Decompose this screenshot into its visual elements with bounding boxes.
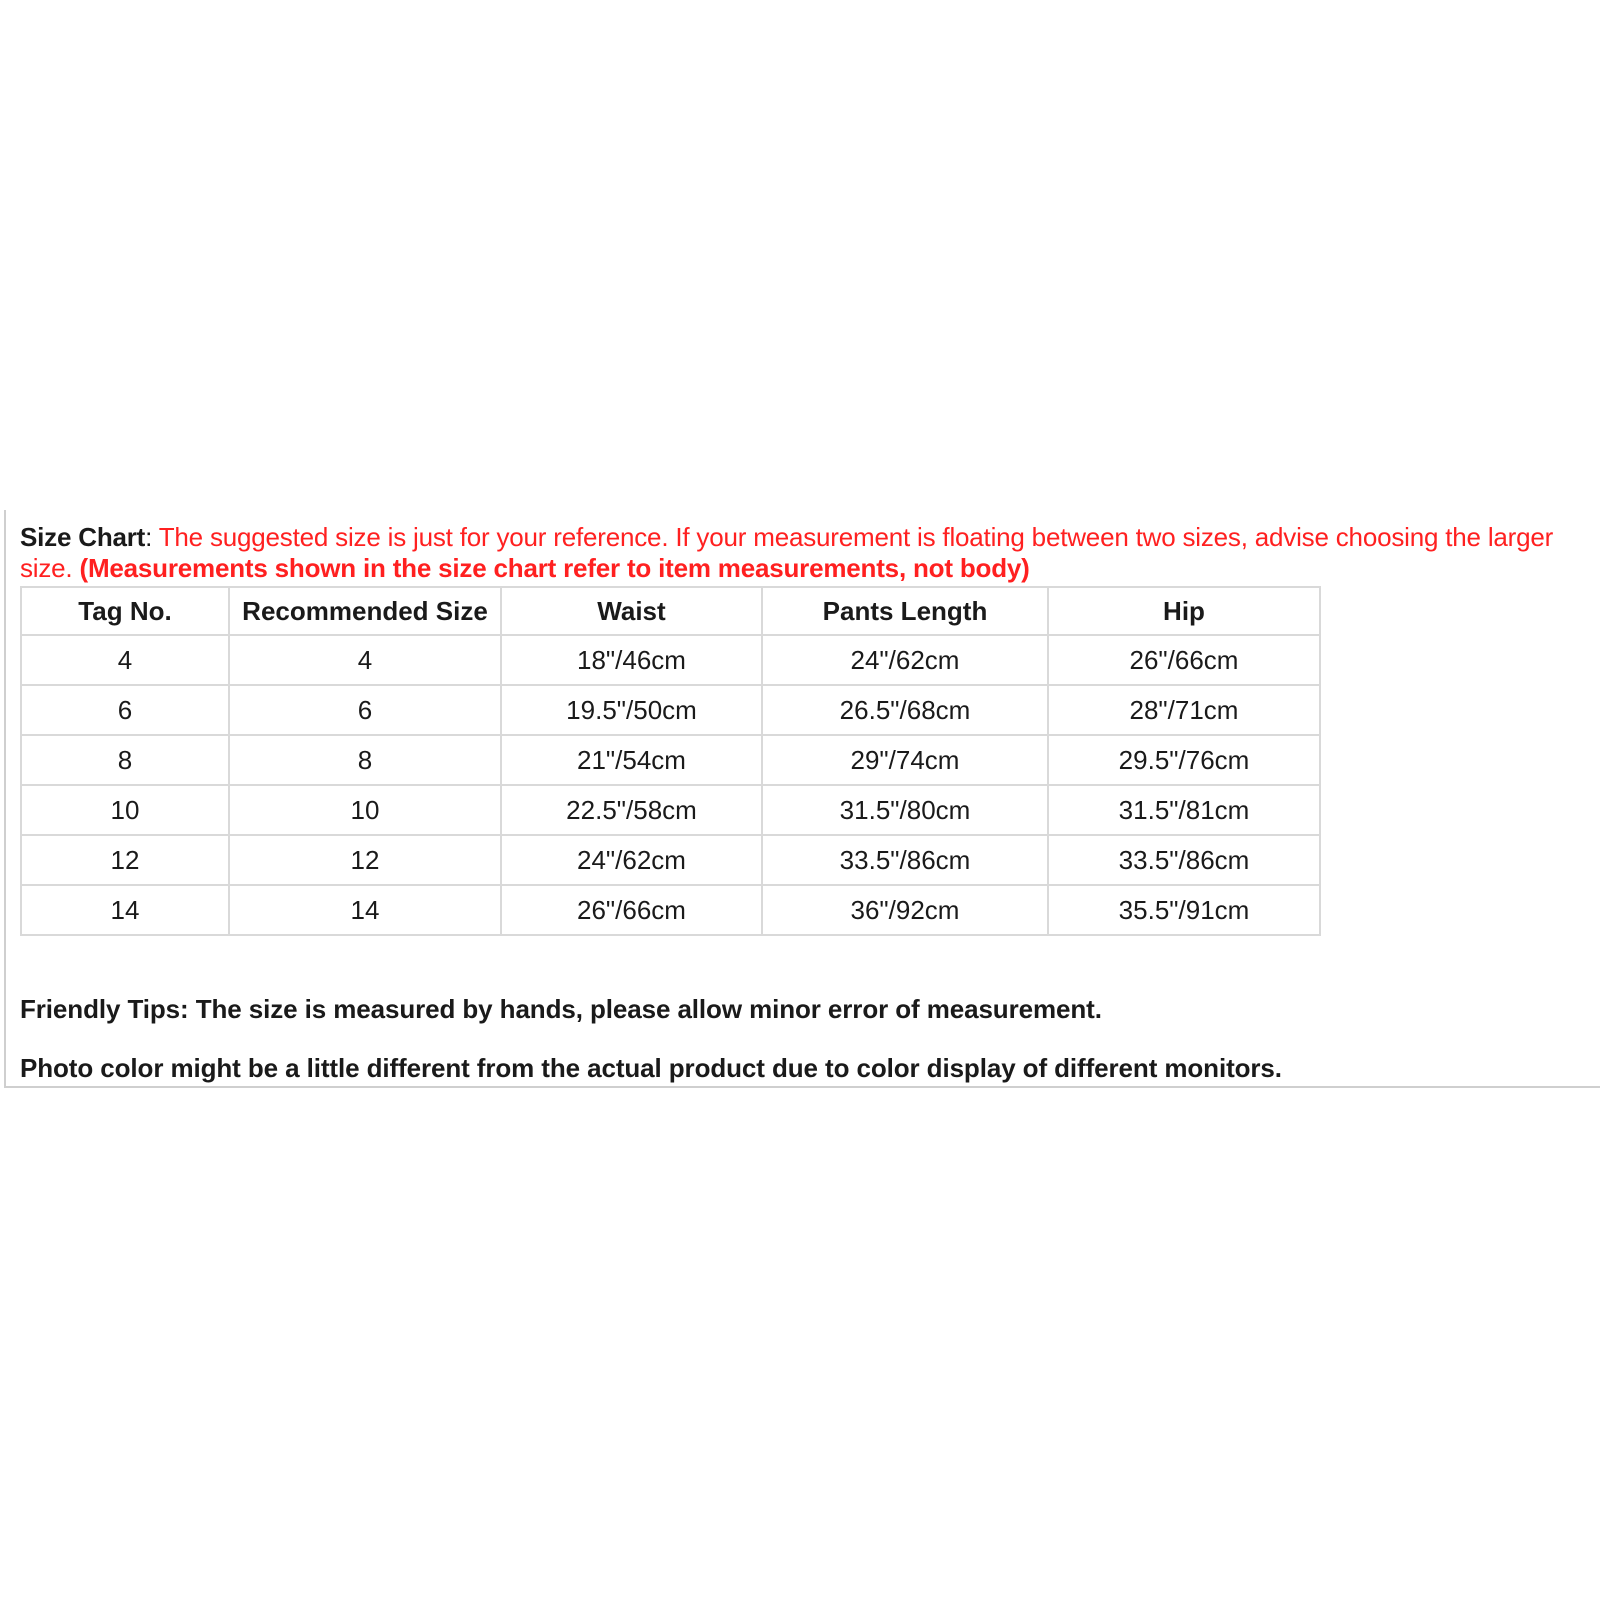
header-recommended-size: Recommended Size bbox=[229, 587, 501, 635]
table-row bbox=[21, 735, 1320, 785]
table-header-row bbox=[21, 587, 1320, 635]
cell-waist: 18"/46cm bbox=[501, 635, 762, 685]
cell-tag-no: 4 bbox=[21, 635, 229, 685]
cell-pants-length: 24"/62cm bbox=[762, 635, 1048, 685]
cell-pants-length: 33.5"/86cm bbox=[762, 835, 1048, 885]
header-tag-no: Tag No. bbox=[21, 587, 229, 635]
table-row bbox=[21, 785, 1320, 835]
cell-hip: 35.5"/91cm bbox=[1048, 885, 1320, 935]
photo-color-note: Photo color might be a little different from the actual product due to color display of different monitors. bbox=[20, 1053, 1282, 1083]
cell-hip: 28"/71cm bbox=[1048, 685, 1320, 735]
cell-pants-length: 29"/74cm bbox=[762, 735, 1048, 785]
cell-recommended-size: 12 bbox=[229, 835, 501, 885]
friendly-tips: Friendly Tips: The size is measured by hands, please allow minor error of measurement. bbox=[20, 994, 1102, 1024]
size-chart-heading: Size Chart bbox=[20, 522, 146, 552]
cell-waist: 24"/62cm bbox=[501, 835, 762, 885]
size-chart-panel bbox=[4, 510, 1600, 1088]
cell-recommended-size: 4 bbox=[229, 635, 501, 685]
cell-waist: 22.5"/58cm bbox=[501, 785, 762, 835]
header-hip: Hip bbox=[1048, 587, 1320, 635]
cell-tag-no: 6 bbox=[21, 685, 229, 735]
table-row bbox=[21, 685, 1320, 735]
header-pants-length: Pants Length bbox=[762, 587, 1048, 635]
header-waist: Waist bbox=[501, 587, 762, 635]
cell-tag-no: 10 bbox=[21, 785, 229, 835]
cell-pants-length: 31.5"/80cm bbox=[762, 785, 1048, 835]
intro-text: The suggested size is just for your reference. If your measurement is floating between two sizes, advise choosing the larger size. bbox=[20, 522, 1554, 583]
cell-hip: 29.5"/76cm bbox=[1048, 735, 1320, 785]
cell-waist: 21"/54cm bbox=[501, 735, 762, 785]
cell-recommended-size: 8 bbox=[229, 735, 501, 785]
cell-hip: 31.5"/81cm bbox=[1048, 785, 1320, 835]
size-chart-intro bbox=[20, 522, 1590, 584]
table-row bbox=[21, 835, 1320, 885]
cell-recommended-size: 6 bbox=[229, 685, 501, 735]
size-table bbox=[20, 586, 1321, 936]
cell-tag-no: 14 bbox=[21, 885, 229, 935]
cell-hip: 33.5"/86cm bbox=[1048, 835, 1320, 885]
table-row bbox=[21, 885, 1320, 935]
cell-pants-length: 36"/92cm bbox=[762, 885, 1048, 935]
cell-tag-no: 8 bbox=[21, 735, 229, 785]
cell-waist: 26"/66cm bbox=[501, 885, 762, 935]
cell-recommended-size: 14 bbox=[229, 885, 501, 935]
heading-separator: : bbox=[145, 522, 159, 552]
cell-pants-length: 26.5"/68cm bbox=[762, 685, 1048, 735]
cell-recommended-size: 10 bbox=[229, 785, 501, 835]
measurement-note: (Measurements shown in the size chart refer to item measurements, not body) bbox=[79, 553, 1030, 583]
cell-hip: 26"/66cm bbox=[1048, 635, 1320, 685]
cell-waist: 19.5"/50cm bbox=[501, 685, 762, 735]
cell-tag-no: 12 bbox=[21, 835, 229, 885]
table-row bbox=[21, 635, 1320, 685]
